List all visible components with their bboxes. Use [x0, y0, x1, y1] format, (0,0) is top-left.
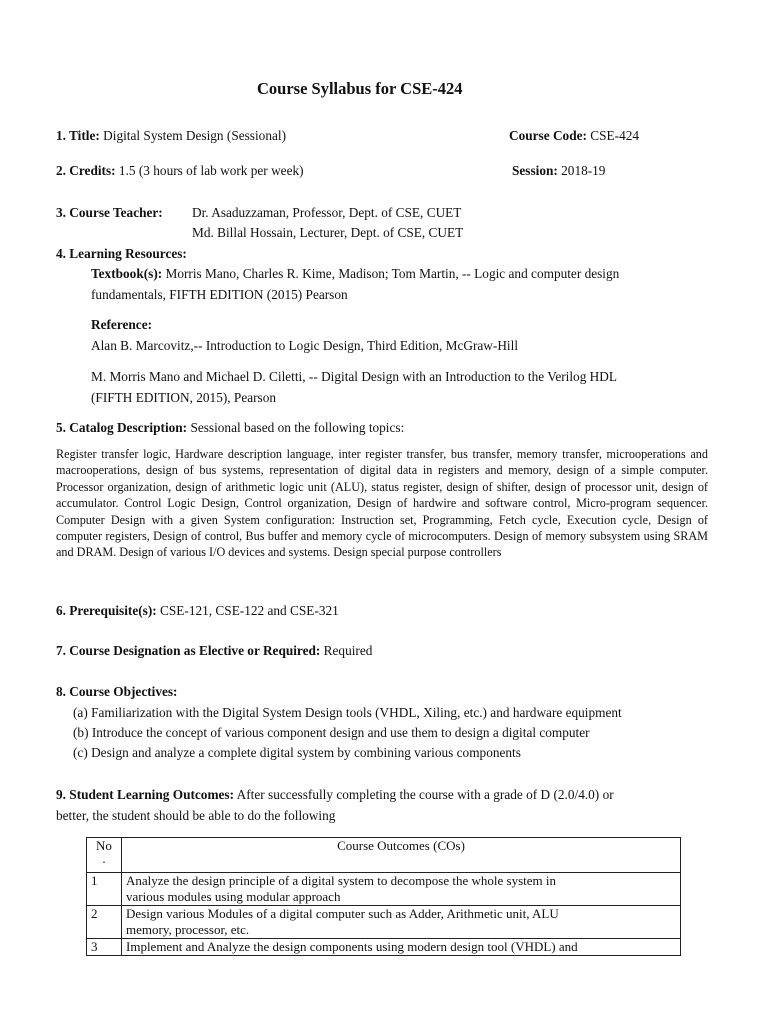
section-6-prerequisites [56, 603, 339, 619]
objective-b: (b) Introduce the concept of various component design and use them to design a digital computer [73, 725, 590, 740]
row-no: 3 [87, 939, 122, 956]
row-no: 1 [87, 873, 122, 906]
outcomes-label: 9. Student Learning Outcomes: [56, 787, 235, 802]
course-code [509, 128, 639, 144]
section-3-teacher-label: 3. Course Teacher: [56, 205, 163, 220]
textbook-line-2: fundamentals, FIFTH EDITION (2015) Pearson [91, 287, 348, 302]
header-course-outcomes: Course Outcomes (COs) [122, 838, 681, 873]
table-row [87, 906, 681, 939]
session-value: 2018-19 [561, 163, 606, 178]
prerequisite-label: 6. Prerequisite(s): [56, 603, 157, 618]
teacher-2: Md. Billal Hossain, Lecturer, Dept. of CSE, CUET [192, 225, 464, 240]
document-title: Course Syllabus for CSE-424 [257, 79, 463, 98]
catalog-description-body: Register transfer logic, Hardware description language, inter register transfer, bus transfer, memory transfer, microoperations and macrooperations, design of bus systems, representation of digital data in registers and memory, design of a simple computer. Processor organization, design of arithmetic logic unit (ALU), status register, design of shifter, design of processor unit, design of accumulator. Control Logic Design, Control organization, Design of hardwire and software control, Micro-program sequencer. Computer Design with a given System configuration: Instruction set, Programming, Fetch cycle, Execution cycle, Design of computer registers, Design of control, Bus buffer and memory cycle of microcomputers. Design of memory subsystem using SRAM and DRAM. Design of various I/O devices and systems. Design special purpose controllers [56, 447, 708, 560]
section-1-title [56, 128, 286, 144]
objective-a: (a) Familiarization with the Digital System Design tools (VHDL, Xiling, etc.) and hardware equipment [73, 705, 622, 720]
textbook-label: Textbook(s): [91, 266, 163, 281]
course-outcomes-table [86, 837, 681, 956]
catalog-intro: Sessional based on the following topics: [190, 420, 405, 435]
course-code-label: Course Code: [509, 128, 587, 143]
course-code-value: CSE-424 [590, 128, 640, 143]
teacher-1: Dr. Asaduzzaman, Professor, Dept. of CSE, CUET [192, 205, 462, 220]
textbook-line-1: Textbook(s): Morris Mano, Charles R. Kime, Madison; Tom Martin, -- Logic and computer design [91, 266, 620, 281]
credits-label: 2. Credits: [56, 163, 116, 178]
designation-value: Required [323, 643, 373, 658]
catalog-label: 5. Catalog Description: [56, 420, 188, 435]
table-header-row [87, 838, 681, 873]
section-5-catalog [56, 420, 404, 436]
reference-2-line-1: M. Morris Mano and Michael D. Ciletti, -- Digital Design with an Introduction to the Verilog HDL [91, 369, 618, 384]
title-label: 1. Title: [56, 128, 100, 143]
row-no: 2 [87, 906, 122, 939]
outcomes-intro-line-2: better, the student should be able to do the following [56, 808, 336, 823]
row-outcome: Design various Modules of a digital computer such as Adder, Arithmetic unit, ALU memory, processor, etc. [122, 906, 681, 939]
section-4-label: 4. Learning Resources: [56, 246, 187, 261]
session-label: Session: [512, 163, 558, 178]
designation-label: 7. Course Designation as Elective or Required: [56, 643, 321, 658]
reference-2-line-2: (FIFTH EDITION, 2015), Pearson [91, 390, 277, 405]
section-8-objectives-label: 8. Course Objectives: [56, 684, 178, 699]
section-9-outcomes [56, 787, 614, 803]
prerequisite-value: CSE-121, CSE-122 and CSE-321 [160, 603, 339, 618]
header-no: No . [87, 838, 122, 873]
table-row [87, 873, 681, 906]
session [512, 163, 605, 179]
section-7-designation [56, 643, 372, 659]
reference-1: Alan B. Marcovitz,-- Introduction to Logic Design, Third Edition, McGraw-Hill [91, 338, 519, 353]
row-outcome: Implement and Analyze the design components using modern design tool (VHDL) and [122, 939, 681, 956]
outcomes-intro: After successfully completing the course with a grade of D (2.0/4.0) or [236, 787, 614, 802]
objective-c: (c) Design and analyze a complete digital system by combining various components [73, 745, 521, 760]
section-2-credits [56, 163, 304, 179]
credits-value: 1.5 (3 hours of lab work per week) [118, 163, 304, 178]
row-outcome: Analyze the design principle of a digital system to decompose the whole system in various modules using modular approach [122, 873, 681, 906]
reference-label: Reference: [91, 317, 153, 332]
table-row [87, 939, 681, 956]
title-value: Digital System Design (Sessional) [103, 128, 286, 143]
